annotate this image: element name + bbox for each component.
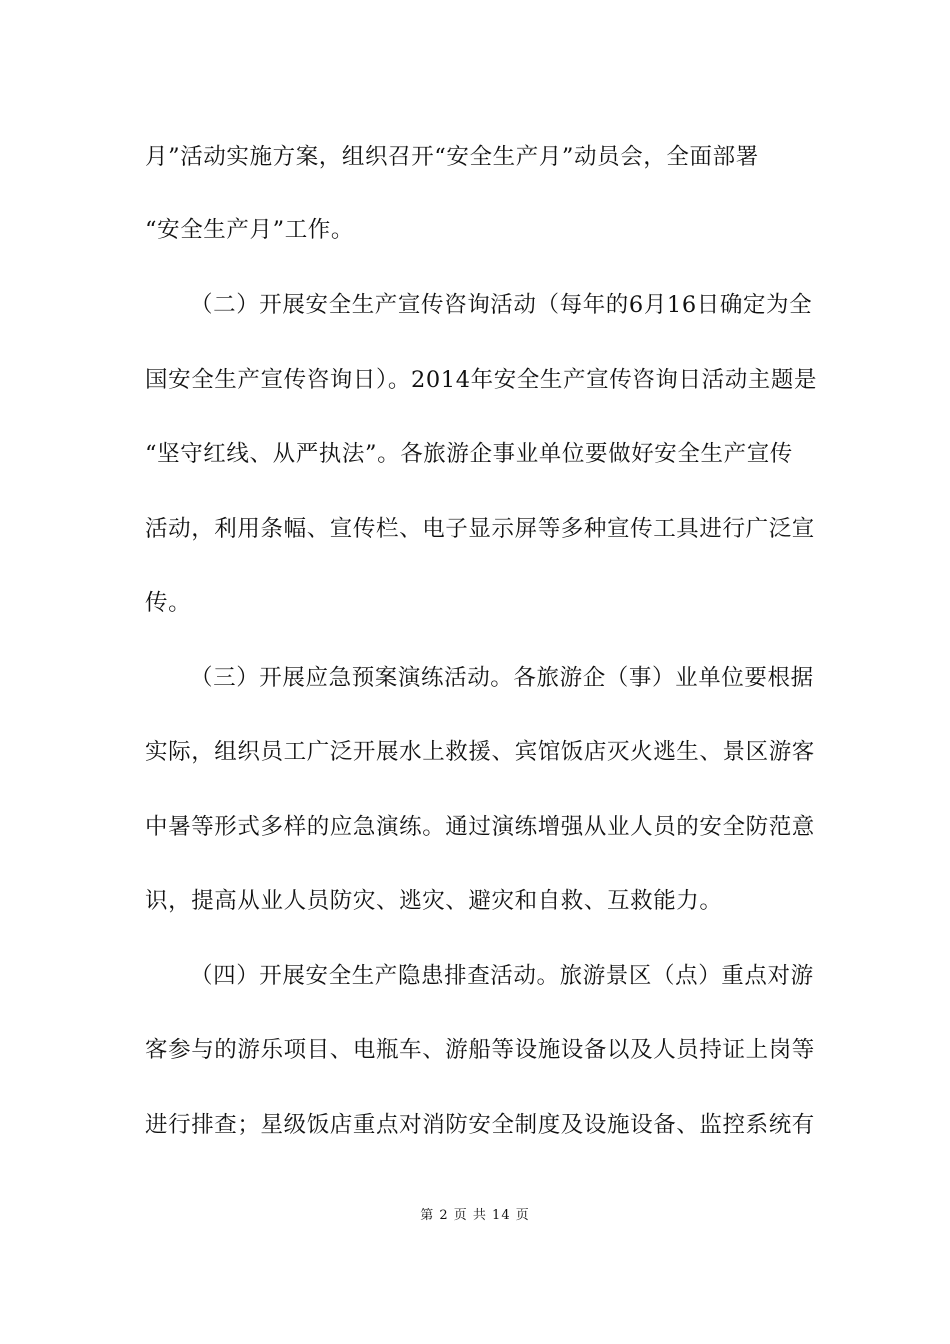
body-text-line: 传。 (145, 590, 192, 616)
paragraph-start-line: （二）开展安全生产宣传咨询活动（每年的6月16日确定为全 (190, 292, 813, 318)
body-text-line: 国安全生产宣传咨询日）。2014年安全生产宣传咨询日活动主题是 (145, 367, 818, 393)
body-text-line: “安全生产月”工作。 (145, 217, 355, 243)
body-text-line: “坚守红线、从严执法”。各旅游企事业单位要做好安全生产宣传 (145, 441, 793, 467)
body-text-line: 客参与的游乐项目、电瓶车、游船等设施设备以及人员持证上岗等 (145, 1037, 815, 1063)
page-number-footer: 第 2 页 共 14 页 (420, 1208, 530, 1223)
body-text-line: 识，提高从业人员防灾、逃灾、避灾和自救、互救能力。 (145, 888, 723, 914)
body-text-line: 实际，组织员工广泛开展水上救援、宾馆饭店灭火逃生、景区游客 (145, 739, 815, 765)
body-text-line: 进行排查；星级饭店重点对消防安全制度及设施设备、监控系统有 (145, 1112, 815, 1138)
body-text-line: 活动，利用条幅、宣传栏、电子显示屏等多种宣传工具进行广泛宣 (145, 516, 815, 542)
paragraph-start-line: （三）开展应急预案演练活动。各旅游企（事）业单位要根据 (190, 665, 814, 691)
paragraph-start-line: （四）开展安全生产隐患排查活动。旅游景区（点）重点对游 (190, 963, 814, 989)
body-text-line: 中暑等形式多样的应急演练。通过演练增强从业人员的安全防范意 (145, 814, 815, 840)
body-text-line: 月”活动实施方案，组织召开“安全生产月”动员会，全面部署 (145, 144, 759, 170)
